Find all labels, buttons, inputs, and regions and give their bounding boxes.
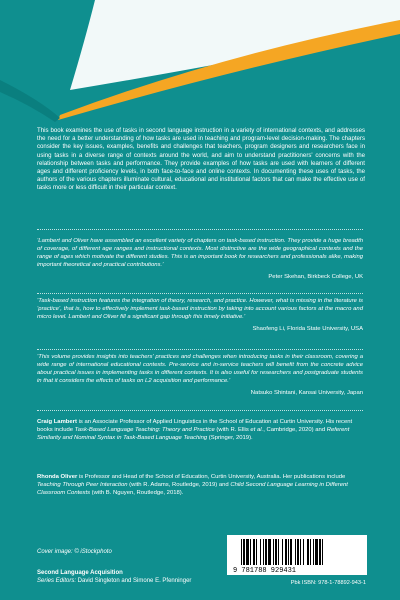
endorsement-attribution: Natsuko Shintani, Kansai University, Japan [250, 390, 363, 396]
barcode-bar [260, 539, 261, 565]
author-name: Craig Lambert [37, 419, 77, 425]
endorsement [37, 237, 363, 281]
author-bio-lambert [37, 418, 365, 442]
endorsement [37, 353, 363, 397]
author-name: Rhonda Oliver [37, 474, 78, 480]
bio-text: is Professor and Head of the School of Education, Curtin University, Australia. Her publications include [77, 474, 346, 480]
cover-image-credit: Cover image: © iStockphoto [37, 549, 112, 555]
barcode-number: 9 781788 929431 [233, 567, 297, 575]
barcode-bar [256, 539, 257, 565]
book-title: Child Second Language Learning in Different Classroom Contexts [37, 482, 348, 496]
bio-text: (with B. Nguyen, Routledge, 2018). [90, 490, 184, 496]
series-editors-label: Series Editors: [37, 578, 77, 584]
divider [37, 410, 363, 411]
endorsement-attribution: Peter Skehan, Birkbeck College, UK [268, 274, 363, 280]
endorsement-quote: ‘Lambert and Oliver have assembled an excellent variety of chapters on task-based instruction. They provide a huge breadth of coverage, of different age ranges and instructional contexts. Most distinctive are the wide geographical contexts and the range of ages which motivate the different studies. This is an important book for researchers and professionals alike, making important theoretical and practical contributions.’ [37, 238, 363, 268]
barcode-bar [303, 539, 304, 565]
bio-text: is an Associate Professor of Applied Linguistics in the School of Education at Curtin University. His recent books include [37, 419, 353, 433]
barcode-bar [319, 539, 321, 565]
divider [37, 293, 363, 294]
endorsement [37, 297, 363, 333]
barcode-bar [310, 539, 311, 565]
barcode-bar [297, 539, 299, 565]
barcode-bar [246, 539, 249, 565]
barcode-bar [273, 539, 274, 565]
barcode-bar [290, 539, 292, 565]
barcode-graphic [227, 535, 367, 575]
barcode-bar [313, 539, 314, 565]
bio-text: , Cambridge, 2020) and [263, 427, 327, 433]
series-editors: David Singleton and Simone E. Pfenninger [76, 578, 192, 584]
book-description: This book examines the use of tasks in second language instruction in a variety of international contexts, and addresses the need for a better understanding of how tasks are used in teaching and program-level decision-making. The chapters consider the key issues, examples, benefits and challenges that teachers, program designers and researchers face in using tasks in a diverse range of contexts around the world, and aim to understand practitioners' concerns with the relationship between tasks and performance. They provide examples of how tasks are used with learners of different ages and different proficiency levels, in both face-to-face and online contexts. In documenting these uses of tasks, the authors of the various chapters illuminate cultural, educational and institutional factors that can make the effective use of tasks more or less difficult in their particular context. [37, 127, 365, 192]
book-title: Task-Based Language Teaching: Theory and Practice [74, 427, 215, 433]
barcode-bar [275, 539, 277, 565]
barcode-bar [288, 539, 289, 565]
barcode-bar [295, 539, 296, 565]
book-title: Referent Similarity and Nominal Syntax in Task-Based Language Teaching [37, 427, 350, 441]
barcode-bar [322, 539, 323, 565]
author-bio-oliver [37, 473, 365, 497]
decorative-header-shapes [0, 0, 400, 130]
endorsement-quote: ‘This volume provides insights into teachers’ practices and challenges when introducing tasks in their classroom, covering a wide range of international educational contexts. Pre-service and in-service teachers will benefit from the concrete advice about practical issues in implementing tasks in different contexts. It is also useful for researchers and postgraduate students in that it considers the effects of tasks on L2 acquisition and performance.’ [37, 354, 363, 384]
endorsement-quote: ‘Task-based instruction features the integration of theory, research, and practice. However, what is missing in the literature is ‘practice’, that is, how to effectively implement task-based instruction by taking into account various factors at the macro and micro level. Lambert and Oliver fill a significant gap through this timely initiative.’ [37, 298, 363, 320]
divider [37, 229, 363, 230]
barcode-bar [265, 539, 267, 565]
barcode-bar [282, 539, 283, 565]
bio-text: (Springer, 2019). [207, 435, 253, 441]
barcode-bar [263, 539, 264, 565]
divider [37, 349, 363, 350]
barcode-bar [315, 539, 318, 565]
barcode-bar [250, 539, 251, 565]
barcode-bar [278, 539, 279, 565]
barcode-bar [243, 539, 245, 565]
isbn-text: Pbk ISBN: 978-1-78892-943-1 [290, 580, 366, 586]
bio-text: (with R. Adams, Routledge, 2019) and [127, 482, 231, 488]
barcode [227, 535, 367, 575]
book-title: Teaching Through Peer Interaction [37, 482, 128, 488]
bio-text: et al. [250, 427, 264, 433]
barcode-bar [268, 539, 271, 565]
endorsement-attribution: Shaofeng Li, Florida State University, USA [252, 326, 363, 332]
barcode-bar [253, 539, 255, 565]
series-title: Second Language Acquisition [37, 570, 123, 576]
barcode-bar [285, 539, 287, 565]
series-info [37, 569, 191, 585]
barcode-bar [307, 539, 309, 565]
barcode-bar [300, 539, 301, 565]
bio-text: (with R. Ellis [214, 427, 251, 433]
barcode-bar [241, 539, 242, 565]
